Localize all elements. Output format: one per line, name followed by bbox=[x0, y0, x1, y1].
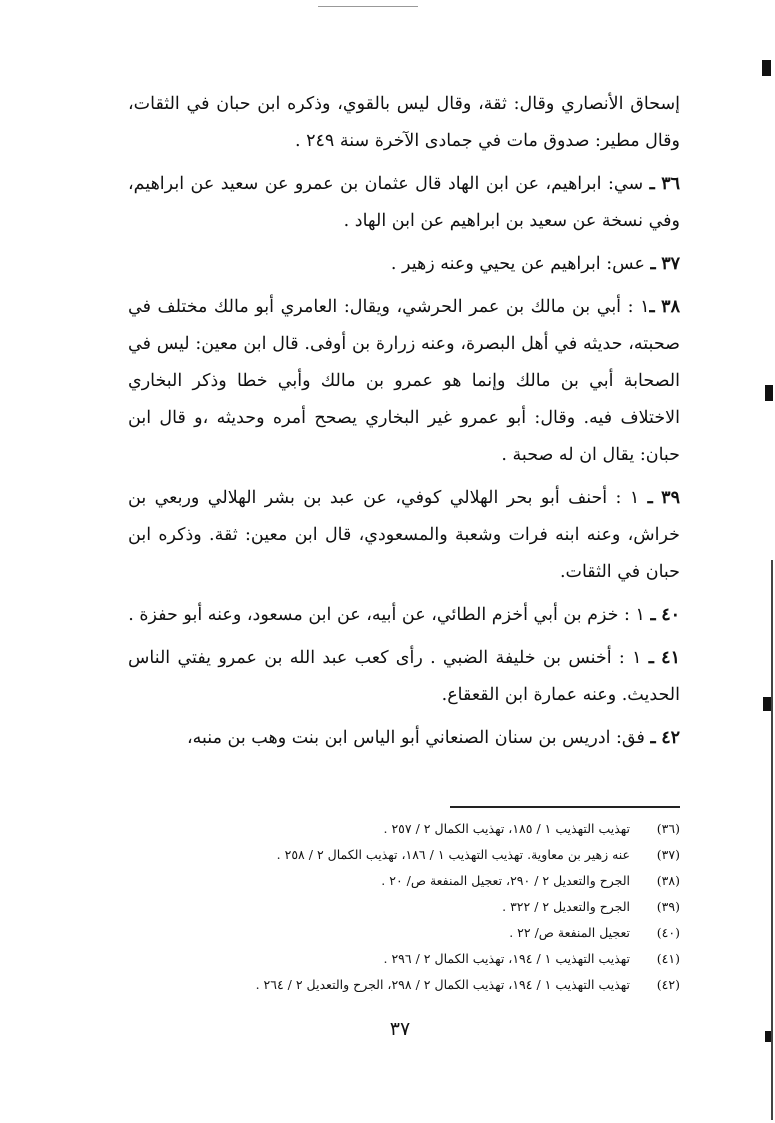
entry-number: ٣٨ bbox=[661, 297, 680, 317]
footnote-number: (٤٢) bbox=[656, 977, 680, 992]
footnote-text: تهذيب التهذيب ١ / ١٩٤، تهذيب الكمال ٢ / ٢٩٨، الجرح والتعديل ٢ / ٢٦٤ . bbox=[255, 977, 631, 992]
entry-number: ٣٩ bbox=[661, 488, 680, 508]
footnote-42 bbox=[150, 972, 680, 998]
entry-number: ٣٧ bbox=[661, 254, 680, 274]
entry-text: ١ : أحنف أبو بحر الهلالي كوفي، عن عبد بن بشر الهلالي وربعي بن خراش، وعنه ابنه فرات وشعبة والمسعودي، قال ابن معين: ثقة. وذكره ابن حبان في الثقات. bbox=[128, 488, 680, 582]
footnote-text: تهذيب التهذيب ١ / ١٩٤، تهذيب الكمال ٢ / ٢٩٦ . bbox=[383, 951, 631, 966]
footnote-text: تهذيب التهذيب ١ / ١٨٥، تهذيب الكمال ٢ / ٢٥٧ . bbox=[383, 821, 631, 836]
footnote-number: (٣٧) bbox=[656, 847, 680, 862]
footnote-41 bbox=[150, 946, 680, 972]
scan-edge-line bbox=[771, 560, 773, 1120]
footnote-text: عنه زهير بن معاوية. تهذيب التهذيب ١ / ١٨٦، تهذيب الكمال ٢ / ٢٥٨ . bbox=[276, 847, 631, 862]
entry-text: ١ : خزم بن أبي أخزم الطائي، عن أبيه، عن ابن مسعود، وعنه أبو حفزة . bbox=[128, 605, 645, 625]
entry-text: عس: ابراهيم عن يحيي وعنه زهير . bbox=[390, 254, 645, 274]
footnote-36 bbox=[150, 816, 680, 842]
entry-41: ٤١ ـ ١ : أخنس بن خليفة الضبي . رأى كعب عبد الله بن عمرو يفتي الناس الحديث. وعنه عمارة ابن القعقاع. bbox=[128, 648, 680, 705]
footnote-number: (٣٨) bbox=[656, 873, 680, 888]
footnote-text: الجرح والتعديل ٢ / ٢٩٠، تعجيل المنفعة ص/ ٢٠ . bbox=[381, 873, 631, 888]
entry-37: ٣٧ ـ عس: ابراهيم عن يحيي وعنه زهير . bbox=[390, 254, 680, 274]
paragraph-text: إسحاق الأنصاري وقال: ثقة، وقال ليس بالقوي، وذكره ابن حبان في الثقات، وقال مطير: صدوق مات في جمادى الآخرة سنة ٢٤٩ . bbox=[128, 94, 680, 151]
footnote-text: تعجيل المنفعة ص/ ٢٢ . bbox=[509, 925, 631, 940]
entry-40: ٤٠ ـ ١ : خزم بن أبي أخزم الطائي، عن أبيه، عن ابن مسعود، وعنه أبو حفزة . bbox=[128, 605, 680, 625]
footnote-39 bbox=[150, 894, 680, 920]
entry-39: ٣٩ ـ ١ : أحنف أبو بحر الهلالي كوفي، عن عبد بن بشر الهلالي وربعي بن خراش، وعنه ابنه فرات وشعبة والمسعودي، قال ابن معين: ثقة. وذكره ابن حبان في الثقات. bbox=[128, 488, 680, 582]
entry-42: ٤٢ ـ فق: ادريس بن سنان الصنعاني أبو الياس ابن بنت وهب بن منبه، bbox=[187, 728, 680, 748]
scan-mark bbox=[765, 385, 773, 401]
footnote-37 bbox=[150, 842, 680, 868]
top-scan-line bbox=[318, 6, 418, 7]
entry-number: ٤١ bbox=[661, 648, 680, 668]
entry-text: فق: ادريس بن سنان الصنعاني أبو الياس ابن بنت وهب بن منبه، bbox=[187, 728, 645, 748]
main-text bbox=[128, 86, 680, 763]
entry-number: ٣٦ bbox=[661, 174, 680, 194]
footnote-number: (٣٦) bbox=[656, 821, 680, 836]
footnote-separator bbox=[450, 806, 680, 808]
entry-text: سي: ابراهيم، عن ابن الهاد قال عثمان بن عمرو عن سعيد عن ابراهيم، وفي نسخة عن سعيد بن ابراهيم عن ابن الهاد . bbox=[128, 174, 680, 231]
entry-text: ١ : أبي بن مالك بن عمر الحرشي، ويقال: العامري أبو مالك مختلف في صحبته، حديثه في أهل البصرة، وعنه زرارة بن أوفى. قال ابن معين: ليس في الصحابة أبي بن مالك وإنما هو عمرو بن مالك وأبي خطا وذكر البخاري الاختلاف فيه. وقال: أبو عمرو غير البخاري يصحح أمره وحديثه ،و قال ابن حبان: يقال ان له صحبة . bbox=[128, 297, 680, 465]
entry-number: ٤٢ bbox=[661, 728, 680, 748]
entry-36: ٣٦ ـ سي: ابراهيم، عن ابن الهاد قال عثمان بن عمرو عن سعيد عن ابراهيم، وفي نسخة عن سعيد بن ابراهيم عن ابن الهاد . bbox=[128, 174, 680, 231]
footnote-number: (٣٩) bbox=[656, 899, 680, 914]
scan-mark bbox=[762, 60, 771, 76]
entry-38: ٣٨ ـ١ : أبي بن مالك بن عمر الحرشي، ويقال: العامري أبو مالك مختلف في صحبته، حديثه في أهل البصرة، وعنه زرارة بن أوفى. قال ابن معين: ليس في الصحابة أبي بن مالك وإنما هو عمرو بن مالك وأبي خطا وذكر البخاري الاختلاف فيه. وقال: أبو عمرو غير البخاري يصحح أمره وحديثه ،و قال ابن حبان: يقال ان له صحبة . bbox=[128, 297, 680, 465]
page-number: ٣٧ bbox=[389, 1018, 411, 1040]
entry-number: ٤٠ bbox=[661, 605, 680, 625]
paragraph-continuation bbox=[128, 86, 680, 160]
footnotes bbox=[150, 816, 680, 998]
footnote-number: (٤١) bbox=[656, 951, 680, 966]
footnote-38 bbox=[150, 868, 680, 894]
entry-text: ١ : أخنس بن خليفة الضبي . رأى كعب عبد الله بن عمرو يفتي الناس الحديث. وعنه عمارة ابن القعقاع. bbox=[128, 648, 680, 705]
footnote-40 bbox=[150, 920, 680, 946]
footnote-text: الجرح والتعديل ٢ / ٣٢٢ . bbox=[502, 899, 631, 914]
footnote-number: (٤٠) bbox=[656, 925, 680, 940]
